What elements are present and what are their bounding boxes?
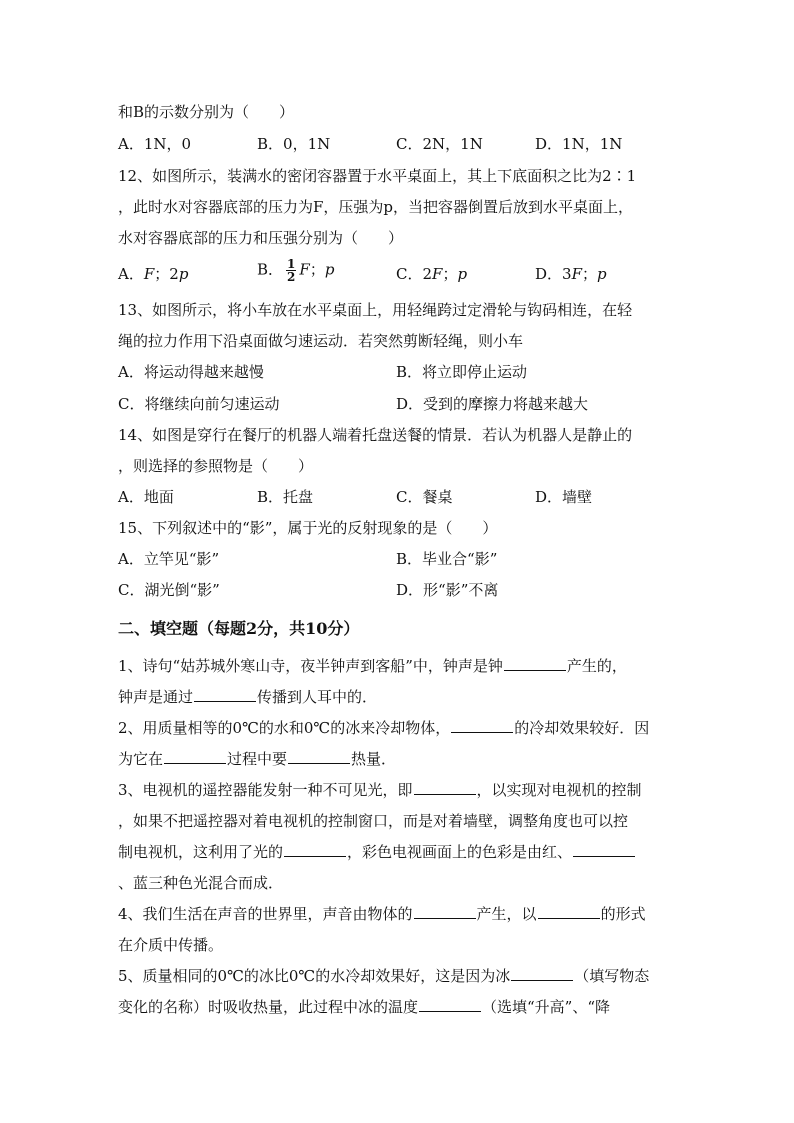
q11-option-c: C．2N，1N <box>396 135 483 153</box>
q12-option-b-force: F <box>299 260 310 279</box>
fill-2-line-1 <box>118 718 649 740</box>
fill-2-text-c: 为它在 <box>118 750 164 768</box>
fill-5-line-2 <box>118 997 610 1019</box>
fill-1-text-d: 传播到人耳中的． <box>257 688 378 706</box>
q12-option-a-force: F <box>143 265 155 283</box>
q14-stem-line-1: 14、如图是穿行在餐厅的机器人端着托盘送餐的情景．若认为机器人是静止的 <box>118 426 633 444</box>
q12-option-a <box>118 264 188 286</box>
fill-4-line-2: 在介质中传播。 <box>118 936 224 954</box>
fill-5-line-1 <box>118 966 649 988</box>
fill-4-text-b: 产生，以 <box>476 905 537 923</box>
q14-option-c: C．餐桌 <box>396 488 453 506</box>
q15-stem: 15、下列叙述中的“影”，属于光的反射现象的是（ ） <box>118 519 498 537</box>
q12-option-d-label: D．3 <box>535 265 572 283</box>
q12-option-c-force: F <box>432 265 443 283</box>
q11-option-b: B．0，1N <box>257 135 331 153</box>
q12-option-c-label: C．2 <box>396 265 433 283</box>
q15-option-c: C．湖光倒“影” <box>118 581 220 599</box>
fill-1-text-c: 钟声是通过 <box>118 688 194 706</box>
fill-1-line-2 <box>118 687 377 709</box>
q12-option-a-pressure: p <box>178 265 189 283</box>
answer-blank[interactable] <box>538 904 600 919</box>
fill-1-text-b: 产生的， <box>566 657 627 675</box>
q12-option-d-sep: ； <box>582 265 598 283</box>
answer-blank[interactable] <box>419 997 481 1012</box>
q12-option-c-sep: ； <box>442 265 458 283</box>
fill-3-line-2: ，如果不把遥控器对着电视机的控制窗口，而是对着墙壁，调整角度也可以控 <box>118 812 629 830</box>
answer-blank[interactable] <box>451 718 513 733</box>
q11-option-d: D．1N，1N <box>535 135 623 153</box>
q12-option-a-sep: ；2 <box>154 265 179 283</box>
fill-3-line-1 <box>118 780 642 802</box>
q12-stem-line-2: ，此时水对容器底部的压力为F，压强为p，当把容器倒置后放到水平桌面上， <box>118 198 634 216</box>
fill-5-text-a: 5、质量相同的0℃的冰比0℃的水冷却效果好，这是因为冰 <box>118 967 511 985</box>
q12-option-c-pressure: p <box>457 265 468 283</box>
fill-4-line-1 <box>118 904 646 926</box>
q15-option-b: B．毕业合“影” <box>396 550 498 568</box>
section-heading-fill-in: 二、填空题（每题2分，共10分） <box>118 619 360 638</box>
q15-option-d: D．形“影”不离 <box>396 581 499 599</box>
q14-option-d: D．墙壁 <box>535 488 593 506</box>
q12-stem-line-1: 12、如图所示，装满水的密闭容器置于水平桌面上，其上下底面积之比为2∶1 <box>118 167 637 185</box>
fill-1-line-1 <box>118 656 627 678</box>
q11-option-a: A．1N，0 <box>118 135 192 153</box>
answer-blank[interactable] <box>284 842 346 857</box>
fill-3-line-3 <box>118 842 636 864</box>
q12-option-d-pressure: p <box>597 265 607 283</box>
q14-option-b: B．托盘 <box>257 488 314 506</box>
fraction-denominator: 2 <box>287 270 296 284</box>
answer-blank[interactable] <box>288 749 350 764</box>
answer-blank[interactable] <box>573 842 635 857</box>
q12-stem-line-3: 水对容器底部的压力和压强分别为（ ） <box>118 229 404 247</box>
fill-5-text-c: 变化的名称）时吸收热量，此过程中冰的温度 <box>118 998 419 1016</box>
fill-2-line-2 <box>118 749 396 771</box>
fill-2-text-e: 热量． <box>351 750 397 768</box>
q14-option-a: A．地面 <box>118 488 174 506</box>
answer-blank[interactable] <box>414 904 476 919</box>
q13-stem-line-2: 绳的拉力作用下沿桌面做匀速运动．若突然剪断轻绳，则小车 <box>118 332 524 350</box>
q12-option-a-label: A． <box>118 265 144 283</box>
q12-option-c <box>396 264 467 286</box>
fill-3-line-4: 、蓝三种色光混合而成． <box>118 874 284 892</box>
q12-option-b-sep: ； <box>309 260 325 279</box>
answer-blank[interactable] <box>511 966 573 981</box>
fill-2-text-b: 的冷却效果较好．因 <box>514 719 650 737</box>
fill-4-text-c: 的形式 <box>600 905 646 923</box>
fill-3-text-a: 3、电视机的遥控器能发射一种不可见光，即 <box>118 781 413 799</box>
q13-option-c: C．将继续向前匀速运动 <box>118 395 280 413</box>
fill-3-text-c: 制电视机，这利用了光的 <box>118 843 284 861</box>
q13-option-d: D．受到的摩擦力将越来越大 <box>396 395 589 413</box>
answer-blank[interactable] <box>164 749 226 764</box>
answer-blank[interactable] <box>504 656 566 671</box>
fraction-numerator: 1 <box>287 257 296 271</box>
q14-stem-line-2: ，则选择的参照物是（ ） <box>118 457 314 475</box>
fill-2-text-a: 2、用质量相等的0℃的水和0℃的冰来冷却物体， <box>118 719 451 737</box>
q13-stem-line-1: 13、如图所示，将小车放在水平桌面上，用轻绳跨过定滑轮与钩码相连，在轻 <box>118 301 633 319</box>
answer-blank[interactable] <box>414 780 476 795</box>
q12-option-d <box>535 264 607 286</box>
q13-option-a: A．将运动得越来越慢 <box>118 363 264 381</box>
fill-5-text-d: （选填“升高”、“降 <box>482 998 611 1016</box>
fill-1-text-a: 1、诗句“姑苏城外寒山寺，夜半钟声到客船”中，钟声是钟 <box>118 657 503 675</box>
fill-3-text-b: ，以实现对电视机的控制 <box>476 781 642 799</box>
fill-3-text-d: ，彩色电视画面上的色彩是由红、 <box>347 843 573 861</box>
q12-option-b <box>257 258 334 290</box>
q12-option-b-label: B． <box>257 260 284 279</box>
fill-4-text-a: 4、我们生活在声音的世界里，声音由物体的 <box>118 905 413 923</box>
q12-option-d-force: F <box>571 265 582 283</box>
fill-2-text-d: 过程中要 <box>227 750 288 768</box>
answer-blank[interactable] <box>194 687 256 702</box>
q11-tail: 和B的示数分别为（ ） <box>118 103 295 121</box>
q12-option-b-fraction <box>286 258 296 283</box>
q12-option-b-pressure: p <box>324 260 335 279</box>
q13-option-b: B．将立即停止运动 <box>396 363 528 381</box>
q15-option-a: A．立竿见“影” <box>118 550 220 568</box>
fill-5-text-b: （填写物态 <box>574 967 650 985</box>
